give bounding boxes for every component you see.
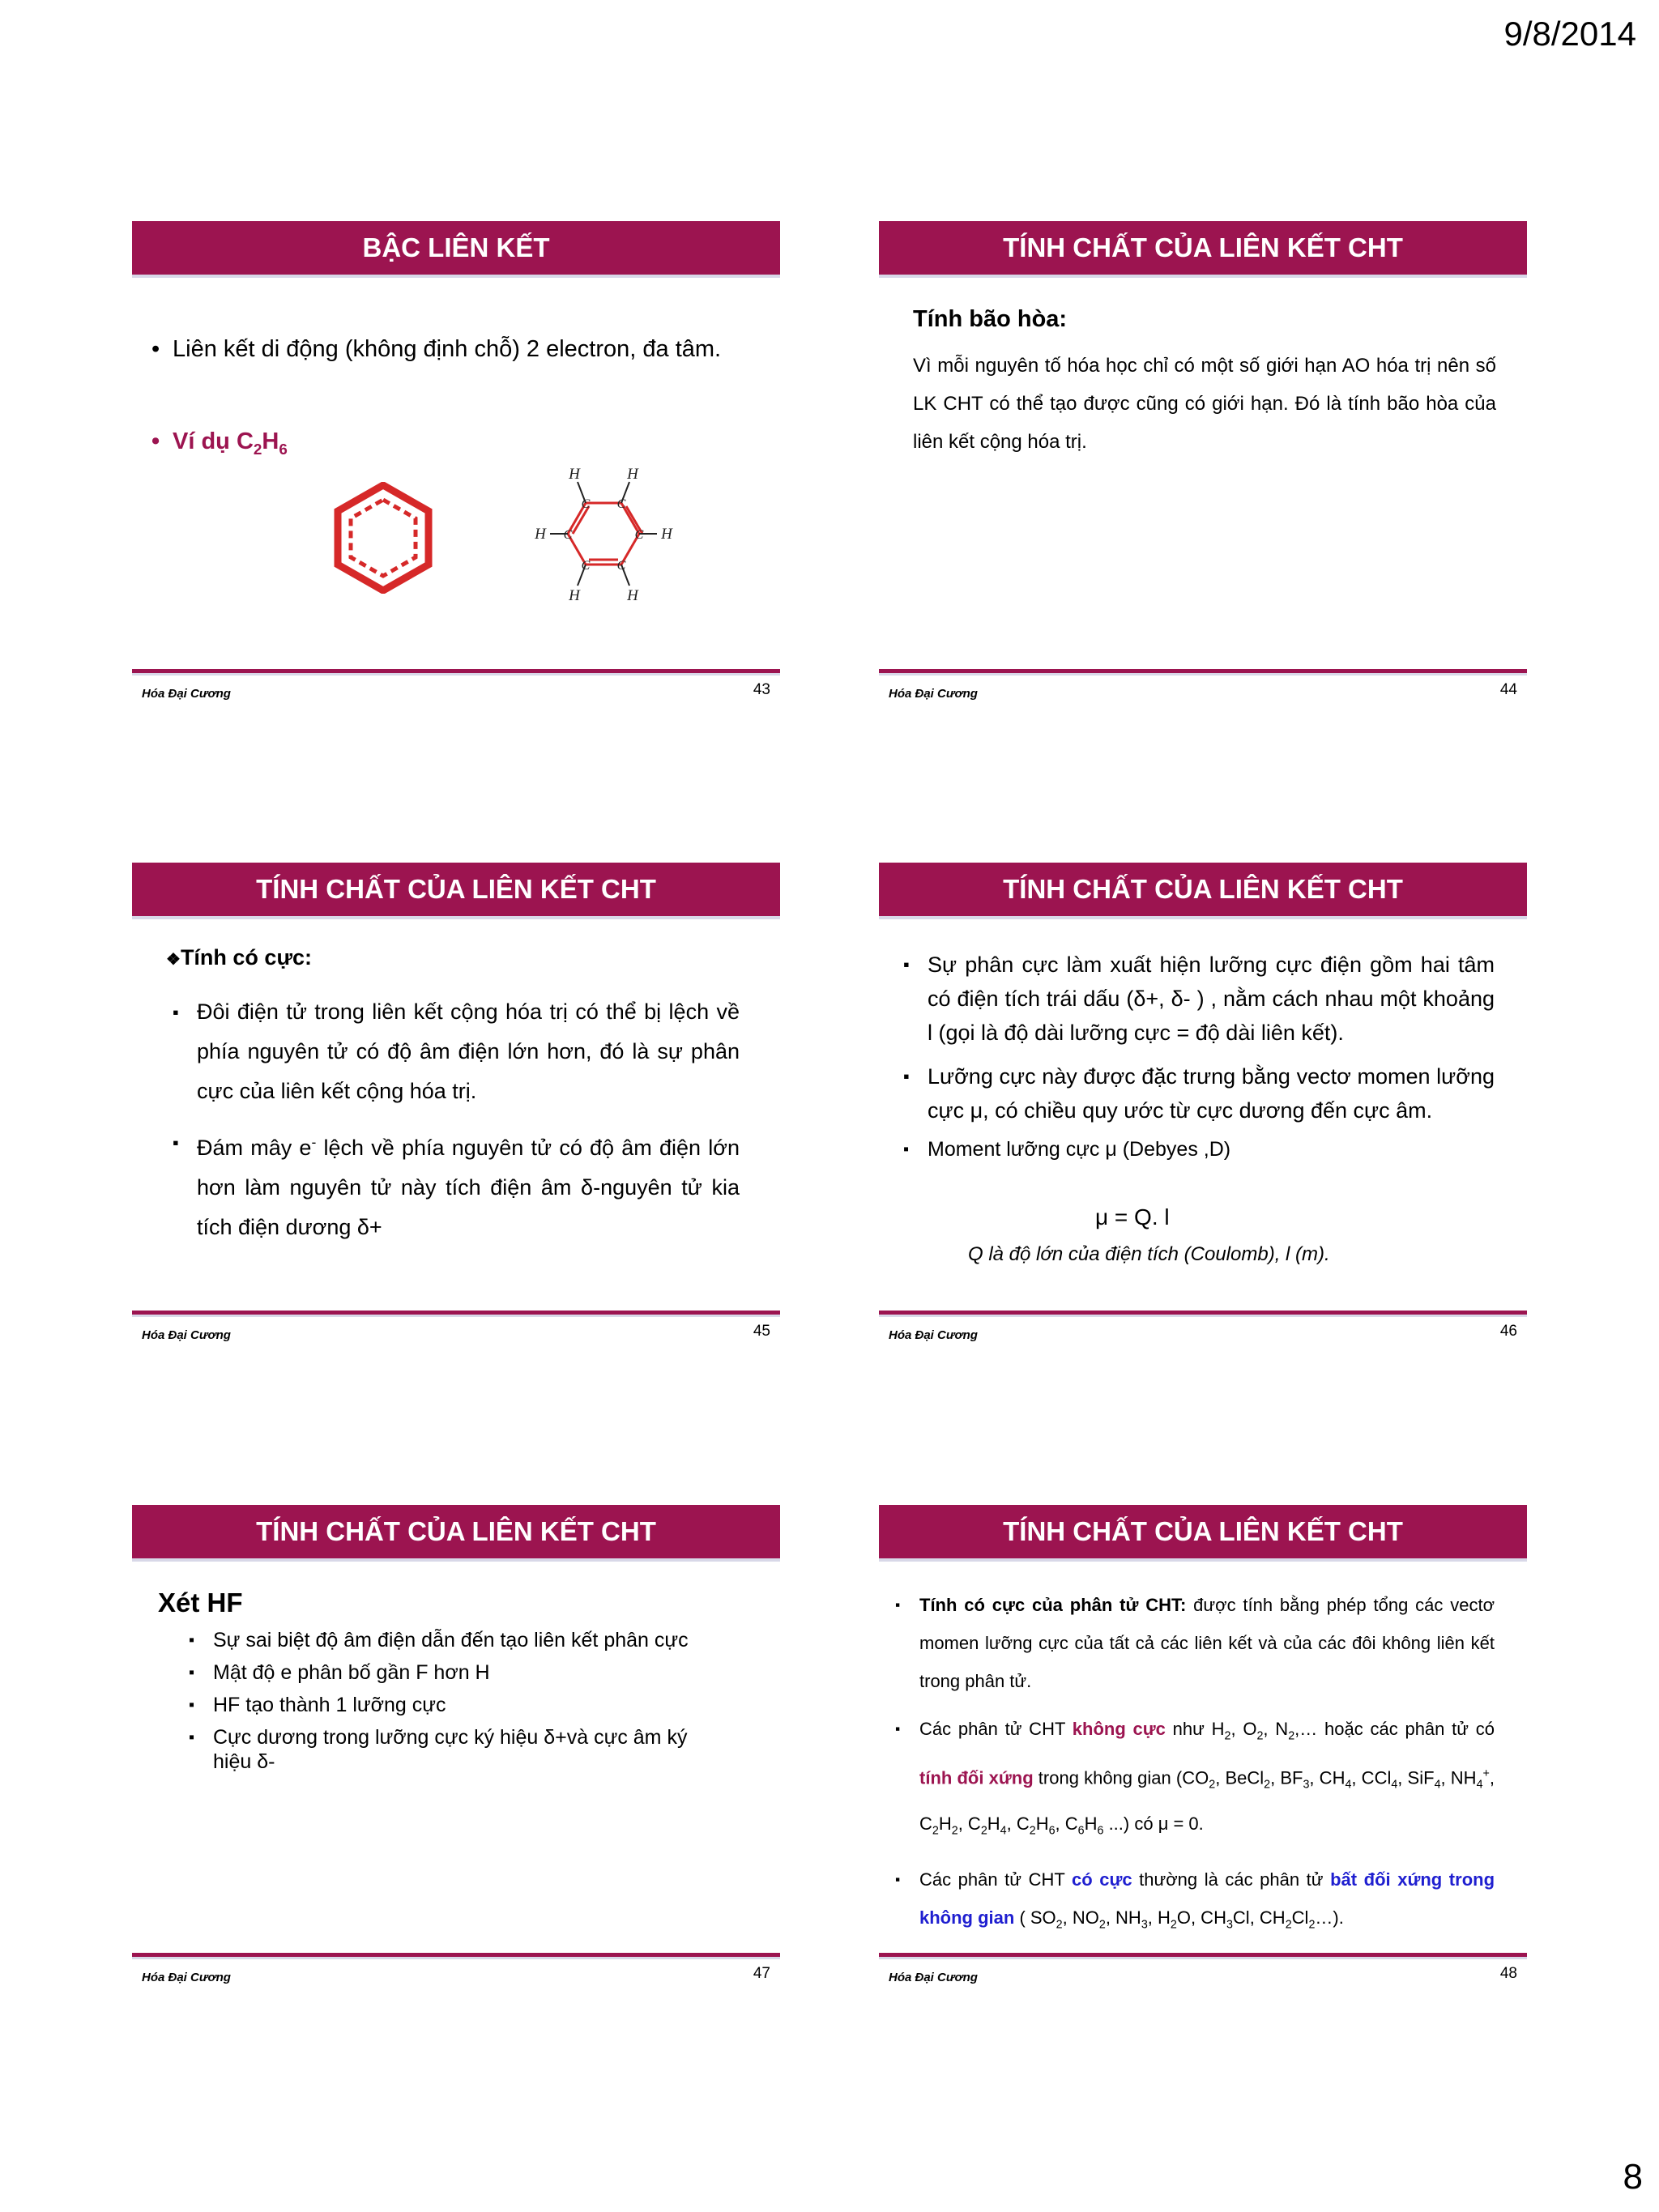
slide-body [197, 992, 740, 1247]
slide-title: TÍNH CHẤT CỦA LIÊN KẾT CHT [879, 1505, 1527, 1562]
saturation-paragraph: Vì mỗi nguyên tố hóa học chỉ có một số giới hạn AO hóa trị nên số LK CHT có thể tạo được cũng có giới hạn. Đó là tính bão hòa của liên kết cộng hóa trị. [913, 355, 1496, 453]
saturation-heading: Tính bão hòa: [913, 306, 1068, 332]
slide-number: 44 [1499, 681, 1517, 698]
footer-line [879, 1311, 1527, 1317]
bullet-electron-cloud: ▪ Đám mây e- lệch về phía nguyên tử có độ âm điện lớn hơn làm nguyên tử này tích điện âm δ-nguyên tử kia tích điện dương δ+ [197, 1123, 740, 1247]
formula-caption: Q là độ lớn của điện tích (Coulomb), l (m). [968, 1243, 1330, 1265]
svg-text:C: C [581, 559, 591, 573]
bullet-moment: ▪ Moment lưỡng cực μ (Debyes ,D) [928, 1132, 1495, 1166]
slide-title: TÍNH CHẤT CỦA LIÊN KẾT CHT [879, 221, 1527, 278]
footer-line [132, 1953, 780, 1959]
svg-text:H: H [627, 587, 638, 604]
footer-course-name: Hóa Đại Cương [142, 1971, 231, 1984]
polarity-heading-text: Tính có cực: [180, 945, 313, 970]
slide-title: TÍNH CHẤT CỦA LIÊN KẾT CHT [132, 1505, 780, 1562]
svg-text:H: H [627, 466, 638, 483]
bullet-electron-pair: ▪ Đôi điện tử trong liên kết cộng hóa trị có thể bị lệch về phía nguyên tử có độ âm điện lớn hơn, đó là sự phân cực của liên kết cộng hóa trị. [197, 992, 740, 1111]
example-label [173, 428, 288, 458]
diamond-bullet-icon: ❖ [166, 951, 181, 969]
hf-heading: Xét HF [158, 1588, 243, 1617]
slide-body [928, 948, 1495, 1166]
bullet-dipole-vector: ▪ Lưỡng cực này được đặc trưng bằng vectơ momen lưỡng cực μ, có chiều quy ước từ cực dương đến cực âm. [928, 1059, 1495, 1127]
svg-text:C: C [563, 528, 573, 542]
svg-text:H: H [535, 526, 546, 543]
list-item: ▪ Mật độ e phân bố gần F hơn H [213, 1660, 699, 1685]
list-item: ▪ HF tạo thành 1 lưỡng cực [213, 1693, 699, 1717]
footer-course-name: Hóa Đại Cương [142, 687, 231, 701]
slide-number: 47 [753, 1965, 770, 1982]
svg-text:H: H [569, 466, 580, 483]
slide-46 [879, 863, 1527, 1342]
example-heading: • Ví dụ $C_2H_6$ [173, 428, 288, 458]
slide-number: 43 [753, 681, 770, 698]
footer-course-name: Hóa Đại Cương [142, 1328, 231, 1342]
svg-text:C: C [616, 559, 626, 573]
svg-text:H: H [569, 587, 580, 604]
bullet-delocalized: • Liên kết di động (không định chỗ) 2 electron, đa tâm. [173, 335, 740, 364]
slide-43 [132, 221, 780, 701]
slide-number: 46 [1499, 1323, 1517, 1340]
page-number: 8 [1623, 2157, 1643, 2197]
footer-course-name: Hóa Đại Cương [889, 687, 978, 701]
kekule-structure [521, 456, 683, 618]
list-item: ▪ Cực dương trong lưỡng cực ký hiệu δ+và cực âm ký hiệu δ- [213, 1725, 699, 1774]
moment-formula: μ = Q. l [1095, 1204, 1170, 1230]
svg-text:C: C [616, 497, 626, 511]
footer-course-name: Hóa Đại Cương [889, 1328, 978, 1342]
svg-text:C: C [581, 497, 591, 511]
slide-48 [879, 1505, 1527, 1984]
bullet-molecular-polarity: ▪ Tính có cực của phân tử CHT: được tính bằng phép tổng các vectơ momen lưỡng cực của tất cả các liên kết và của các đôi không liên kết trong phân tử. [919, 1586, 1495, 1700]
slide-number: 45 [753, 1323, 770, 1340]
footer-course-name: Hóa Đại Cương [889, 1971, 978, 1984]
svg-text:C: C [634, 528, 644, 542]
bullet-nonpolar: ▪ Các phân tử CHT không cực như $H_2$, $O_2$, $N_2,\dots$ hoặc các phân tử có tính đối xứng trong không gian ($CO_2$, BeCl$_2$, $BF_3$, $CH_4$, CCl$_4$, SiF$_4$, $NH_4^+$, $C_2H_2$, $C_2H_4$, $C_2H_6$, $C_6H_6$ ...) có μ = 0. [919, 1710, 1495, 1851]
slide-body [919, 1586, 1495, 1944]
slide-number: 48 [1499, 1965, 1517, 1982]
slide-44 [879, 221, 1527, 701]
bullet-polar: ▪ Các phân tử CHT có cực thường là các phân tử bất đối xứng trong không gian ( $SO_2$, $NO_2$, $NH_3$, $H_2O$, $CH_3Cl$, $CH_2Cl_2\dots$). [919, 1860, 1495, 1944]
list-item: ▪ Sự sai biệt độ âm điện dẫn đến tạo liên kết phân cực [213, 1628, 699, 1652]
svg-text:H: H [661, 526, 672, 543]
footer-line [879, 669, 1527, 676]
slide-title: TÍNH CHẤT CỦA LIÊN KẾT CHT [879, 863, 1527, 919]
footer-line [132, 669, 780, 676]
hf-list [213, 1628, 699, 1774]
page-date: 9/8/2014 [1503, 15, 1636, 53]
slide-title: TÍNH CHẤT CỦA LIÊN KẾT CHT [132, 863, 780, 919]
footer-line [132, 1311, 780, 1317]
slide-title: BẬC LIÊN KẾT [132, 221, 780, 278]
bullet-dipole: ▪ Sự phân cực làm xuất hiện lưỡng cực điện gồm hai tâm có điện tích trái dấu (δ+, δ- ) , nằm cách nhau một khoảng l (gọi là độ dài lưỡng cực = độ dài liên kết). [928, 948, 1495, 1050]
footer-line [879, 1953, 1527, 1959]
benzene-ring-icon [333, 482, 433, 594]
polarity-heading [166, 945, 312, 970]
slide-45 [132, 863, 780, 1342]
slide-47 [132, 1505, 780, 1984]
slide-body [173, 335, 740, 364]
